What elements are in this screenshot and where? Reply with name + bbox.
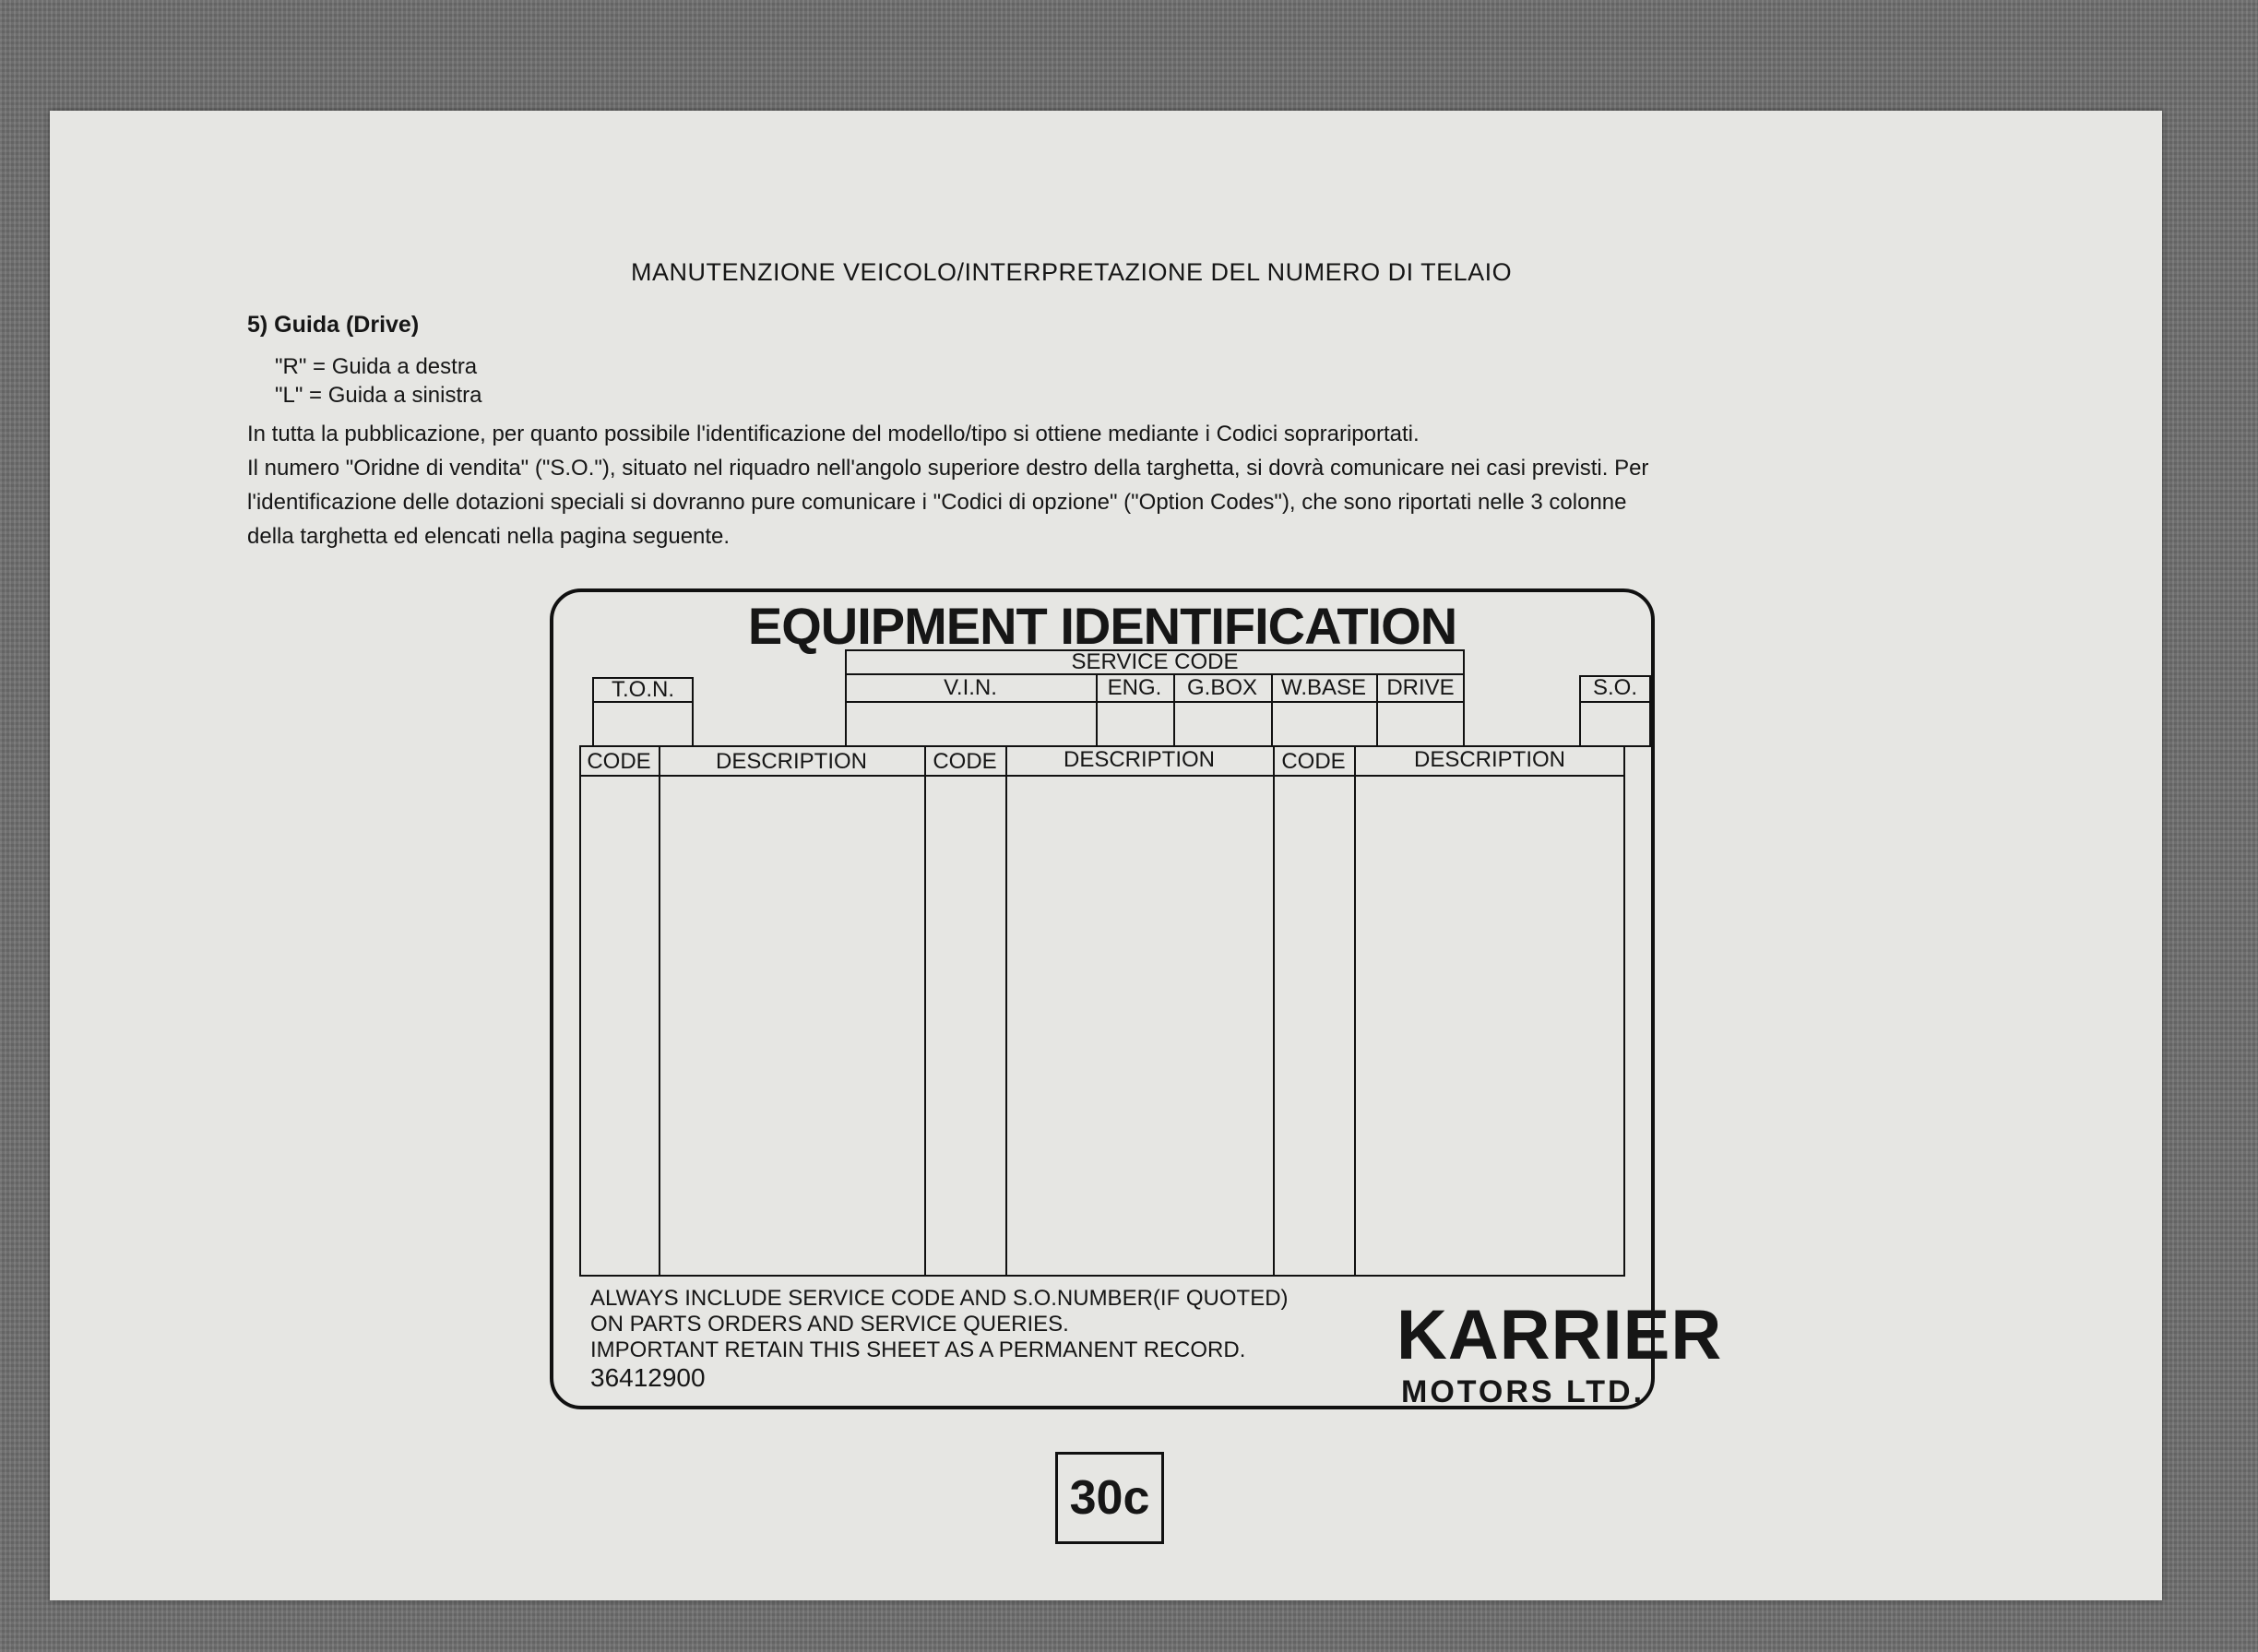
column-divider [1273,745,1275,1277]
definition-left-drive: "L" = Guida a sinistra [275,383,482,408]
column-header-code: CODE [1281,749,1346,774]
paragraph-line: della targhetta ed elencati nella pagina seguente. [247,524,731,549]
table-header-divider [579,775,1625,777]
so-label: S.O. [1592,675,1637,700]
so-divider [1579,701,1651,703]
document-page [50,111,2162,1600]
page-header-title: MANUTENZIONE VEICOLO/INTERPRETAZIONE DEL NUMERO DI TELAIO [631,258,1513,286]
column-divider [659,745,660,1277]
karrier-brand-subtitle: MOTORS LTD. [1401,1374,1646,1409]
plate-part-number: 36412900 [590,1363,706,1392]
service-code-label: SERVICE CODE [1071,649,1239,674]
vin-label: V.I.N. [944,675,997,700]
ton-label: T.O.N. [611,677,674,702]
column-divider [1005,745,1007,1277]
equipment-identification-plate [550,588,1723,1409]
eng-label: ENG. [1107,675,1162,700]
plate-footer-line: ON PARTS ORDERS AND SERVICE QUERIES. [590,1312,1069,1337]
gbox-label: G.BOX [1186,675,1258,700]
section-heading: 5) Guida (Drive) [247,312,420,338]
plate-title: EQUIPMENT IDENTIFICATION [747,597,1457,655]
column-header-description: DESCRIPTION [1413,747,1565,772]
paragraph-line: In tutta la pubblicazione, per quanto possibile l'identificazione del modello/tipo si ottiene mediante i Codici soprariportati. [247,422,1420,446]
paragraph-line: l'identificazione delle dotazioni speciali si dovranno pure comunicare i "Codici di opzione" ("Option Codes"), che sono riportati nelle 3 colonne [247,490,1627,515]
plate-footer-line: ALWAYS INCLUDE SERVICE CODE AND S.O.NUMBER(IF QUOTED) [590,1286,1289,1311]
column-header-code: CODE [933,749,997,774]
plate-footer-line: IMPORTANT RETAIN THIS SHEET AS A PERMANENT RECORD. [590,1337,1246,1362]
column-header-code: CODE [587,749,651,774]
drive-label: DRIVE [1386,675,1455,700]
wbase-label: W.BASE [1280,675,1367,700]
paragraph-line: Il numero "Oridne di vendita" ("S.O."), situato nel riquadro nell'angolo superiore destro della targhetta, si dovrà comunicare nei casi previsti. Per [247,456,1649,481]
column-header-description: DESCRIPTION [1063,747,1215,772]
column-divider [924,745,926,1277]
page-number: 30c [1055,1452,1164,1544]
column-divider [1354,745,1356,1277]
column-header-description: DESCRIPTION [715,749,867,774]
option-codes-table [579,745,1625,1277]
definition-right-drive: "R" = Guida a destra [275,354,478,379]
body-paragraph [247,417,2000,553]
service-code-divider [845,701,1465,703]
karrier-brand: KARRIER [1396,1296,1723,1374]
